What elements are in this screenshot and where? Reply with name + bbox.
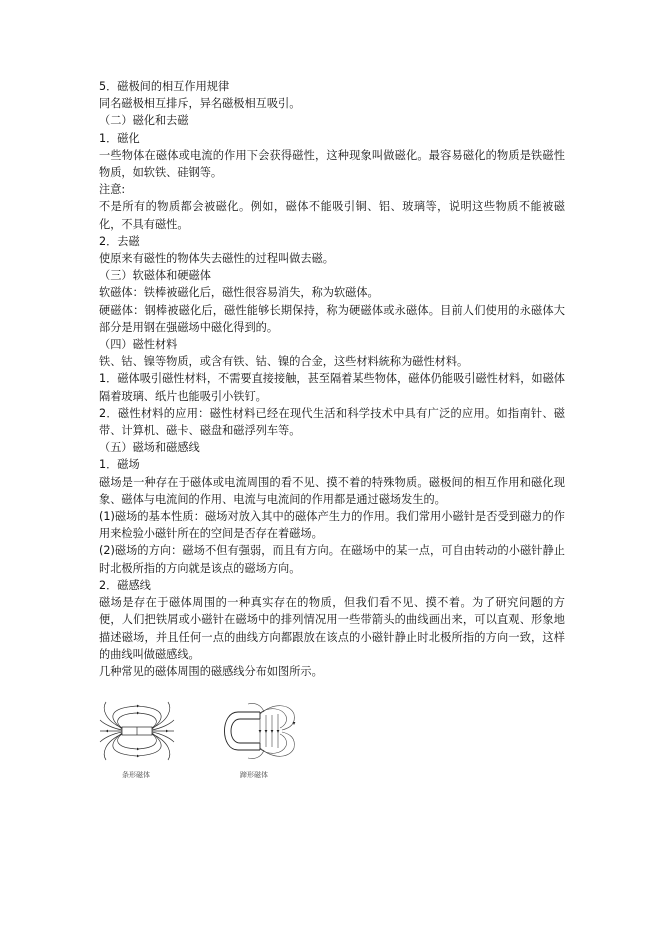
- hard-magnet-text: 硬磁体：钢棒被磁化后，磁性能够长期保持，称为硬磁体或永磁体。目前人们使用的永磁体大部分是用钢在强磁场中磁化得到的。: [99, 303, 565, 334]
- document-body: [99, 78, 565, 680]
- field-property-1: (1)磁场的基本性质：磁场对放入其中的磁体产生力的作用。我们常用小磁针是否受到磁力的作用来检验小磁针所在的空间是否存在着磁场。: [99, 510, 565, 541]
- magnetic-field-figures: [98, 700, 398, 790]
- figure-intro: 几种常见的磁体周围的磁感线分布如图所示。: [99, 664, 323, 678]
- part5-title: （五）磁场和磁感线: [99, 441, 200, 455]
- field-text: 磁场是一种存在于磁体或电流周围的看不见、摸不着的特殊物质。磁极间的相互作用和磁化现象、磁体与电流间的作用、电流与电流间的作用都是通过磁场发生的。: [99, 475, 565, 506]
- bar-magnet-caption: 条形磁体: [122, 771, 150, 779]
- bar-magnet-field-lines-icon: [98, 700, 176, 762]
- note-label: 注意:: [99, 183, 126, 197]
- item2-title: 2．去磁: [99, 234, 140, 248]
- materials-item1: 1．磁体吸引磁性材料，不需要直接接触，甚至隔着某些物体，磁体仍能吸引磁性材料，如磁体隔着玻璃、纸片也能吸引小铁钉。: [99, 372, 565, 403]
- part4-title: （四）磁性材料: [99, 338, 178, 352]
- horseshoe-magnet-field-lines-icon: [216, 700, 298, 762]
- field-property-2: (2)磁场的方向：磁场不但有强弱，而且有方向。在磁场中的某一点，可自由转动的小磁针静止时北极所指的方向就是该点的磁场方向。: [99, 544, 565, 575]
- field-title: 1．磁场: [99, 458, 140, 472]
- soft-magnet-text: 软磁体：铁棒被磁化后，磁性很容易消失，称为软磁体。: [99, 286, 379, 300]
- horseshoe-magnet-caption: 蹄形磁体: [240, 771, 268, 779]
- item2-text: 使原来有磁性的物体失去磁性的过程叫做去磁。: [99, 252, 334, 266]
- part2-title: （二）磁化和去磁: [99, 114, 189, 128]
- part3-title: （三）软磁体和硬磁体: [99, 269, 211, 283]
- note-text: 不是所有的物质都会被磁化。例如，磁体不能吸引铜、铝、玻璃等，说明这些物质不能被磁化，不具有磁性。: [99, 200, 565, 231]
- section5-title: 5．磁极间的相互作用规律: [99, 80, 230, 93]
- item1-text: 一些物体在磁体或电流的作用下会获得磁性，这种现象叫做磁化。最容易磁化的物质是铁磁性物质，如软铁、硅钢等。: [99, 148, 565, 180]
- materials-text: 铁、钴、镍等物质，或含有铁、钴、镍的合金，这些材料統称为磁性材料。: [99, 355, 469, 369]
- item1-title: 1．磁化: [99, 131, 140, 145]
- section5-text: 同名磁极相互排斥，异名磁极相互吸引。: [99, 97, 301, 111]
- field-lines-title: 2．磁感线: [99, 578, 151, 592]
- field-lines-text: 磁场是存在于磁体周围的一种真实存在的物质，但我们看不见、摸不着。为了研究问题的方便，人们把铁屑或小磁针在磁场中的排列情况用一些带箭头的曲线画出来，可以直观、形象地描述磁场，并且任何一点的曲线方向都跟放在该点的小磁针静止时北极所指的方向一致，这样的曲线叫做磁感线。: [99, 596, 565, 661]
- materials-item2: 2．磁性材料的应用：磁性材料已经在现代生活和科学技术中具有广泛的应用。如指南针、磁带、计算机、磁卡、磁盘和磁浮列车等。: [99, 406, 565, 438]
